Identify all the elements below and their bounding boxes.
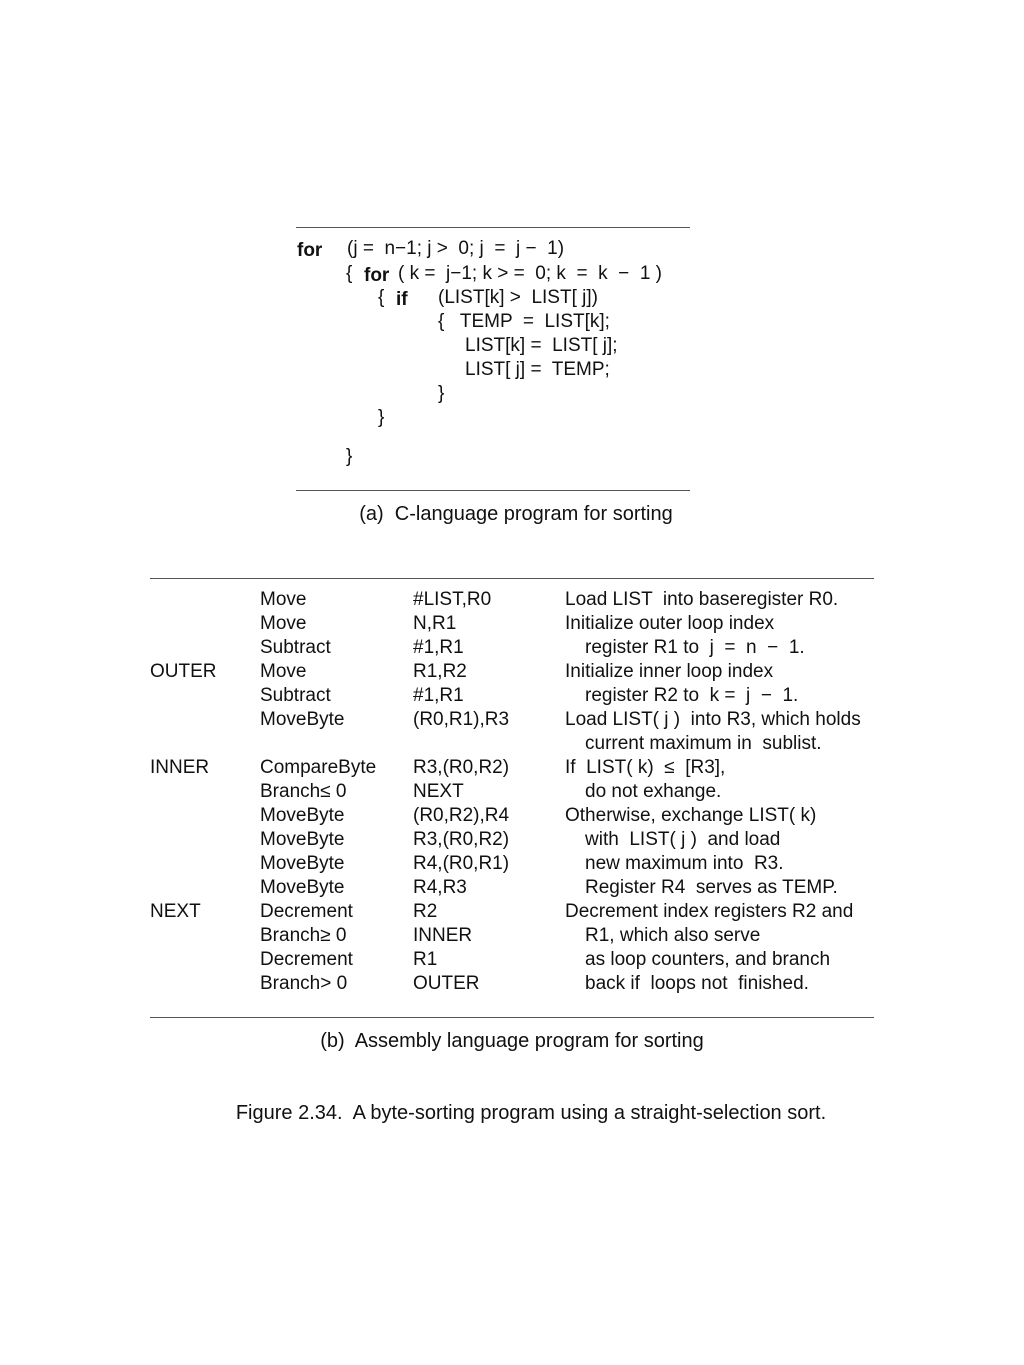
- asm-opcode: CompareByte: [260, 757, 377, 778]
- asm-row: [0, 972, 1024, 996]
- c-line7-close-brace: }: [438, 383, 445, 404]
- asm-row: [0, 900, 1024, 924]
- asm-operands: OUTER: [413, 973, 480, 994]
- asm-comment: Load LIST( j ) into R3, which holds: [565, 709, 861, 730]
- asm-comment: do not exhange.: [585, 781, 722, 802]
- asm-label: NEXT: [150, 901, 201, 922]
- asm-comment: with LIST( j ) and load: [585, 829, 781, 850]
- asm-program-bottom-rule: [150, 1017, 874, 1018]
- c-line1-keyword: for: [297, 240, 323, 261]
- asm-row: [0, 756, 1024, 780]
- asm-row: [0, 636, 1024, 660]
- asm-comment: If LIST( k) ≤ [R3],: [565, 757, 726, 778]
- asm-opcode: Subtract: [260, 637, 331, 658]
- asm-operands: NEXT: [413, 781, 464, 802]
- asm-label: OUTER: [150, 661, 217, 682]
- asm-row: [0, 708, 1024, 732]
- asm-operands: R1,R2: [413, 661, 467, 682]
- asm-row: [0, 612, 1024, 636]
- asm-row: [0, 588, 1024, 612]
- c-line2-open-brace: {: [346, 263, 353, 284]
- asm-comment: back if loops not finished.: [585, 973, 809, 994]
- asm-operands: #1,R1: [413, 637, 464, 658]
- asm-opcode: Move: [260, 613, 307, 634]
- asm-opcode: Branch> 0: [260, 973, 348, 994]
- asm-row: [0, 732, 1024, 756]
- asm-opcode: Branch≥ 0: [260, 925, 347, 946]
- asm-comment: Load LIST into baseregister R0.: [565, 589, 839, 610]
- asm-operands: R2: [413, 901, 438, 922]
- c-line2-text: ( k = j−1; k > = 0; k = k − 1 ): [398, 263, 663, 284]
- asm-comment: Initialize outer loop index: [565, 613, 775, 634]
- asm-comment: Register R4 serves as TEMP.: [585, 877, 838, 898]
- asm-comment: R1, which also serve: [585, 925, 761, 946]
- asm-row: [0, 780, 1024, 804]
- asm-program-caption: (b) Assembly language program for sorting: [320, 1030, 704, 1052]
- asm-opcode: MoveByte: [260, 805, 345, 826]
- asm-comment: register R2 to k = j − 1.: [585, 685, 799, 706]
- asm-row: [0, 660, 1024, 684]
- asm-opcode: Branch≤ 0: [260, 781, 347, 802]
- figure-caption: Figure 2.34. A byte-sorting program using a straight-selection sort.: [235, 1102, 827, 1124]
- c-line3-open-brace: {: [378, 287, 385, 308]
- asm-operands: R4,R3: [413, 877, 467, 898]
- asm-operands: R3,(R0,R2): [413, 757, 510, 778]
- asm-opcode: Move: [260, 661, 307, 682]
- asm-program-top-rule: [150, 578, 874, 579]
- asm-comment: register R1 to j = n − 1.: [585, 637, 805, 658]
- asm-row: [0, 876, 1024, 900]
- asm-operands: INNER: [413, 925, 473, 946]
- c-program-top-rule: [296, 227, 690, 228]
- asm-comment: as loop counters, and branch: [585, 949, 831, 970]
- asm-opcode: Decrement: [260, 949, 353, 970]
- asm-opcode: MoveByte: [260, 709, 345, 730]
- asm-comment: new maximum into R3.: [585, 853, 784, 874]
- c-line5: LIST[k] = LIST[ j];: [465, 335, 618, 356]
- asm-opcode: Decrement: [260, 901, 353, 922]
- asm-row: [0, 948, 1024, 972]
- asm-operands: R3,(R0,R2): [413, 829, 510, 850]
- asm-opcode: MoveByte: [260, 853, 345, 874]
- asm-operands: (R0,R2),R4: [413, 805, 510, 826]
- asm-operands: #1,R1: [413, 685, 464, 706]
- c-line9-close-brace: }: [346, 446, 353, 467]
- asm-row: [0, 684, 1024, 708]
- asm-opcode: MoveByte: [260, 829, 345, 850]
- asm-opcode: MoveByte: [260, 877, 345, 898]
- c-line6: LIST[ j] = TEMP;: [465, 359, 610, 380]
- asm-operands: (R0,R1),R3: [413, 709, 510, 730]
- c-line8-close-brace: }: [378, 407, 385, 428]
- c-line4: { TEMP = LIST[k];: [438, 311, 610, 332]
- asm-row: [0, 924, 1024, 948]
- asm-operands: N,R1: [413, 613, 457, 634]
- asm-row: [0, 804, 1024, 828]
- asm-comment: current maximum in sublist.: [585, 733, 822, 754]
- asm-comment: Otherwise, exchange LIST( k): [565, 805, 817, 826]
- asm-comment: Decrement index registers R2 and: [565, 901, 854, 922]
- c-line2-keyword: for: [364, 265, 390, 286]
- asm-opcode: Subtract: [260, 685, 331, 706]
- asm-operands: R4,(R0,R1): [413, 853, 510, 874]
- asm-row: [0, 852, 1024, 876]
- c-program-caption: (a) C-language program for sorting: [359, 503, 673, 525]
- asm-row: [0, 828, 1024, 852]
- asm-operands: R1: [413, 949, 438, 970]
- asm-operands: #LIST,R0: [413, 589, 492, 610]
- asm-comment: Initialize inner loop index: [565, 661, 774, 682]
- c-program-bottom-rule: [296, 490, 690, 491]
- c-line1-text: (j = n−1; j > 0; j = j − 1): [347, 238, 565, 259]
- asm-opcode: Move: [260, 589, 307, 610]
- asm-label: INNER: [150, 757, 210, 778]
- c-line3-keyword: if: [396, 289, 408, 310]
- c-line3-text: (LIST[k] > LIST[ j]): [438, 287, 598, 308]
